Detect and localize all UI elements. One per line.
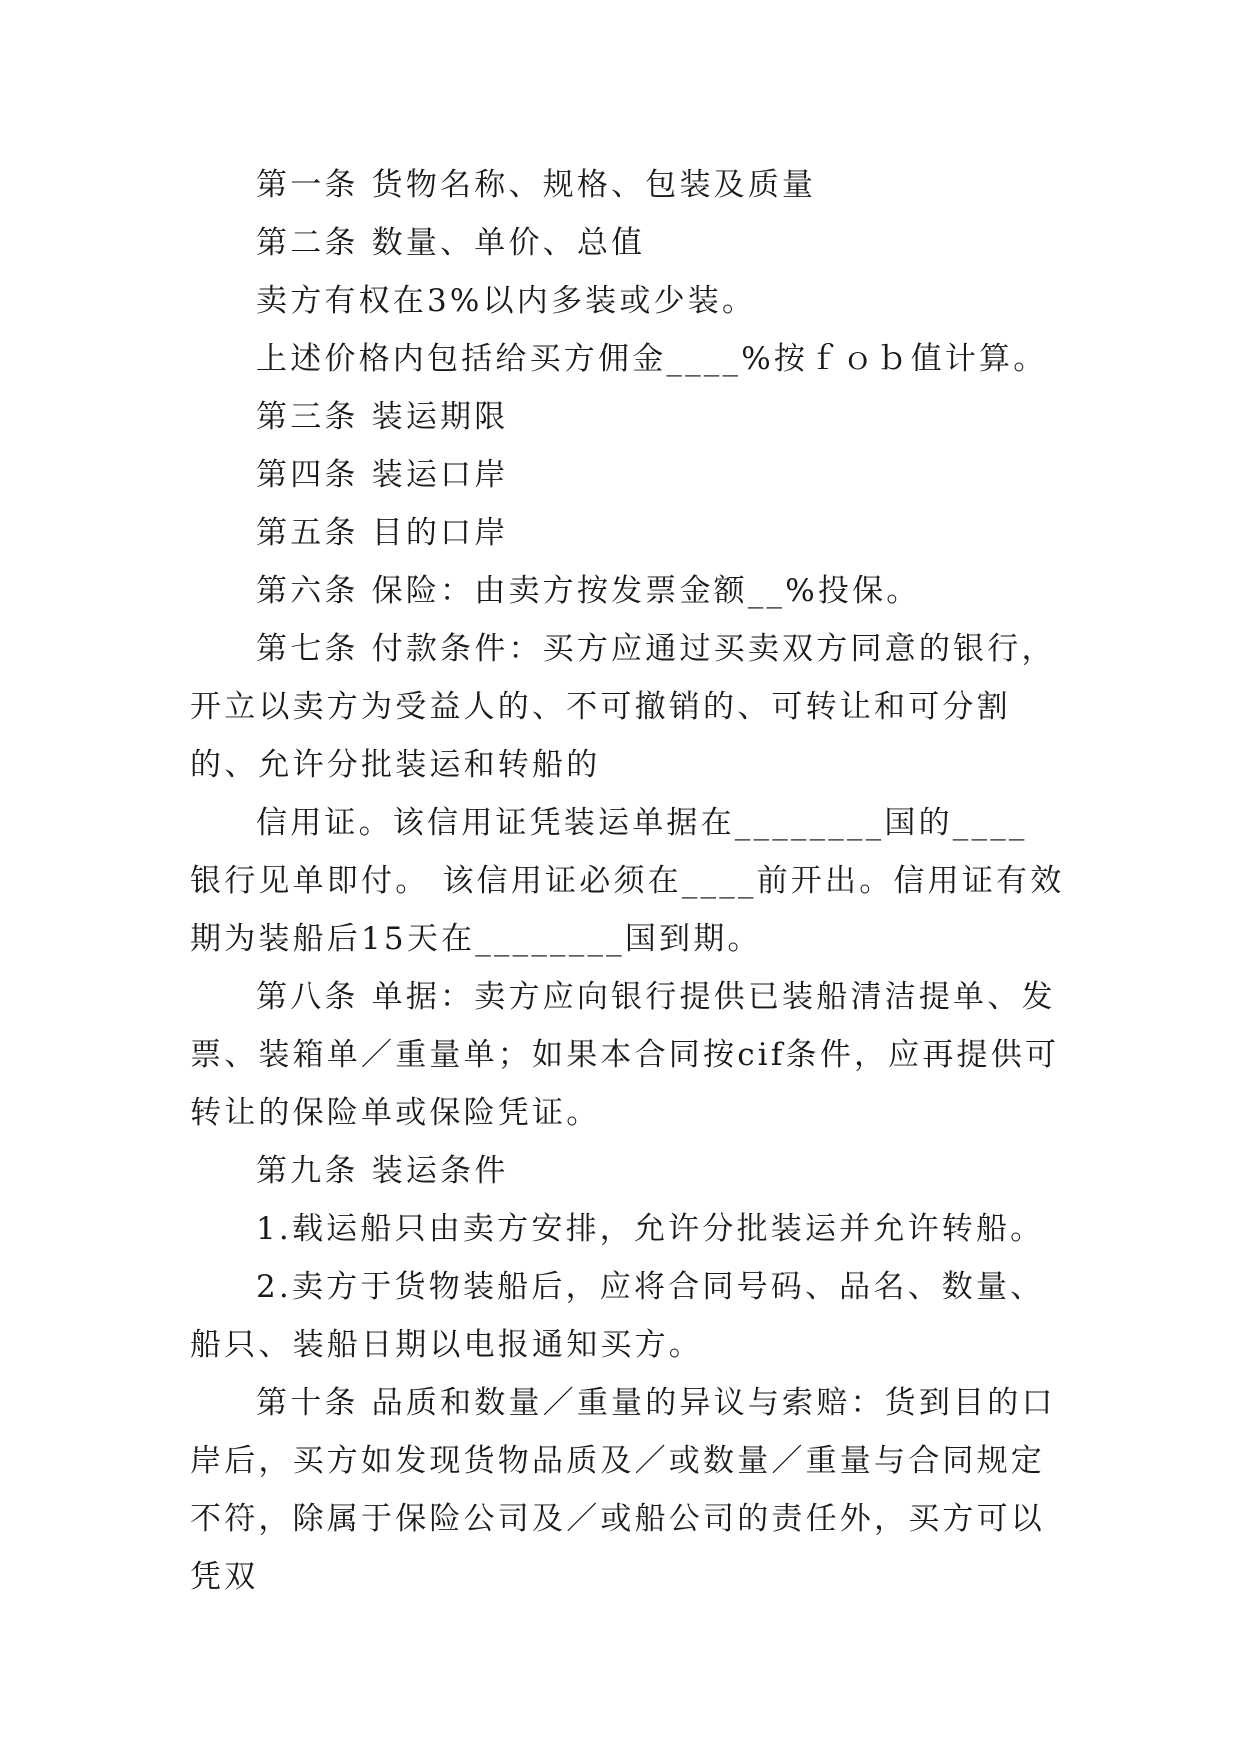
paragraph-article-7: 第七条 付款条件：买方应通过买卖双方同意的银行，开立以卖方为受益人的、不可撤销的、可转让和可分割的、允许分批装运和转船的 [190, 631, 1056, 783]
paragraph-article-4: 第四条 装运口岸 [256, 457, 509, 493]
paragraph-article-3: 第三条 装运期限 [256, 399, 509, 435]
paragraph-article-8: 第八条 单据：卖方应向银行提供已装船清洁提单、发票、装箱单／重量单；如果本合同按cif条件，应再提供可转让的保险单或保险凭证。 [190, 979, 1060, 1131]
paragraph-quantity-tolerance: 卖方有权在3%以内多装或少装。 [256, 283, 757, 319]
paragraph-letter-of-credit: 信用证。该信用证凭装运单据在________国的____ 银行见单即付。 该信用证必须在____前开出。信用证有效期为装船后15天在________国到期。 [190, 805, 1065, 957]
paragraph-article-10: 第十条 品质和数量／重量的异议与索赔：货到目的口岸后，买方如发现货物品质及／或数量／重量与合同规定不符，除属于保险公司及／或船公司的责任外，买方可以凭双 [190, 1385, 1056, 1595]
paragraph-shipping-item-1: 1.载运船只由卖方安排，允许分批装运并允许转船。 [256, 1211, 1045, 1247]
paragraph-shipping-item-2: 2.卖方于货物装船后，应将合同号码、品名、数量、船只、装船日期以电报通知买方。 [190, 1269, 1045, 1363]
paragraph-article-2: 第二条 数量、单价、总值 [256, 225, 646, 261]
document-body [190, 156, 1070, 1606]
paragraph-article-5: 第五条 目的口岸 [256, 515, 509, 551]
paragraph-commission: 上述价格内包括给买方佣金____%按ｆｏｂ值计算。 [256, 341, 1048, 377]
paragraph-article-1: 第一条 货物名称、规格、包装及质量 [256, 167, 817, 203]
paragraph-article-6: 第六条 保险：由卖方按发票金额__%投保。 [256, 573, 921, 609]
paragraph-article-9: 第九条 装运条件 [256, 1153, 509, 1189]
